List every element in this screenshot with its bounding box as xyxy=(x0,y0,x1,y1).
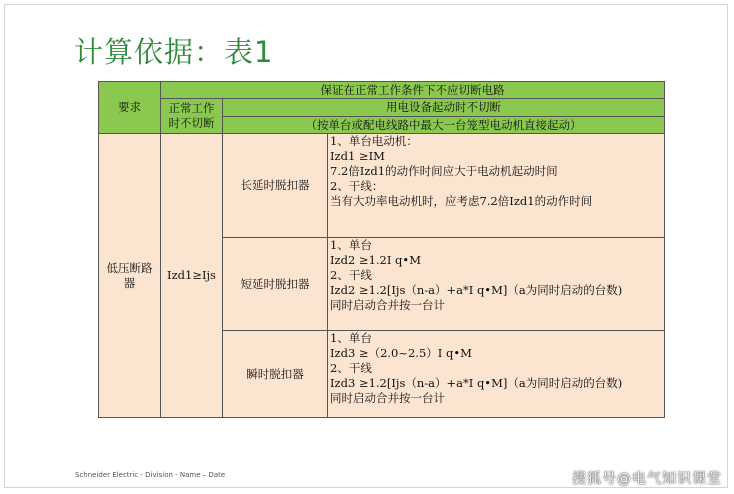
condition-line: Izd2 ≥1.2I q•M xyxy=(330,253,421,267)
startup-header-line1: 用电设备起动时不切断 xyxy=(223,99,665,117)
condition-line: Izd3 ≥1.2[Ijs（n-a）+a*I q•M]（a为同时启动的台数) xyxy=(330,376,623,390)
condition-line: Izd2 ≥1.2[Ijs（n-a）+a*I q•M]（a为同时启动的台数) xyxy=(330,283,623,297)
instantaneous-release-label: 瞬时脱扣器 xyxy=(223,331,328,418)
condition-line: Izd3 ≥（2.0~2.5）I q•M xyxy=(330,346,472,360)
slide-title: 计算依据：表1 xyxy=(74,35,274,69)
short-delay-conditions xyxy=(328,238,665,331)
condition-line: 同时启动合并按一台计 xyxy=(330,298,445,312)
short-delay-release-label: 短延时脱扣器 xyxy=(223,238,328,331)
condition-line: 2、干线 xyxy=(330,268,372,282)
condition-line: 2、干线 xyxy=(330,361,372,375)
condition-line: 当有大功率电动机时，应考虑7.2倍Izd1的动作时间 xyxy=(330,194,593,208)
device-line2: 器 xyxy=(123,275,136,290)
normal-condition-cell: Izd1≥Ijs xyxy=(161,134,223,418)
condition-line: 1、单台 xyxy=(330,238,372,252)
long-delay-release-label: 长延时脱扣器 xyxy=(223,134,328,238)
condition-line: 1、单台 xyxy=(330,331,372,345)
normal-operation-header-line2: 时不切断 xyxy=(168,116,215,130)
normal-operation-header xyxy=(161,99,223,134)
watermark: 搜狐号@电气知识课堂 xyxy=(572,471,722,487)
device-cell xyxy=(99,134,161,418)
condition-line: Izd1 ≥IM xyxy=(330,149,385,163)
long-delay-conditions xyxy=(328,134,665,238)
group-header: 保证在正常工作条件下不应切断电路 xyxy=(161,82,665,99)
normal-operation-header-line1: 正常工作 xyxy=(168,101,215,115)
condition-line: 同时启动合并按一台计 xyxy=(330,391,445,405)
slide-footer: Schneider Electric - Division - Name – Date xyxy=(75,471,226,479)
condition-line: 2、干线： xyxy=(330,179,384,193)
startup-header-line2: （按单台或配电线路中最大一台笼型电动机直接起动） xyxy=(223,117,665,134)
instantaneous-conditions xyxy=(328,331,665,418)
device-line1: 低压断路 xyxy=(106,260,153,275)
requirement-header: 要求 xyxy=(99,82,161,134)
condition-line: 7.2倍Izd1的动作时间应大于电动机起动时间 xyxy=(330,164,558,178)
calculation-table xyxy=(98,81,665,418)
condition-line: 1、单台电动机： xyxy=(330,134,418,148)
